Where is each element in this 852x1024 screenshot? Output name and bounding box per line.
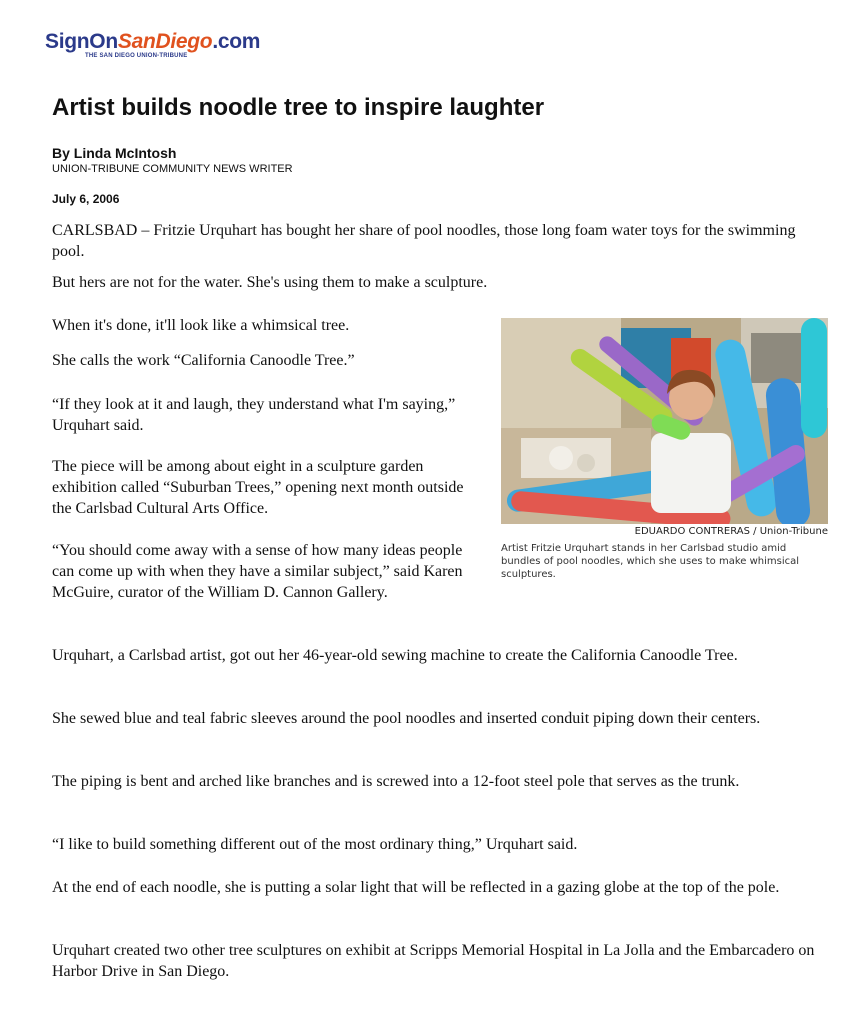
article-paragraph: She calls the work “California Canoodle Tree.” <box>52 352 355 369</box>
article-paragraph: The piping is bent and arched like branches and is screwed into a 12-foot steel pole that serves as the trunk. <box>52 773 740 790</box>
article-photo <box>501 318 828 524</box>
article-paragraph: When it's done, it'll look like a whimsical tree. <box>52 317 350 334</box>
photo-caption: Artist Fritzie Urquhart stands in her Carlsbad studio amid bundles of pool noodles, which she uses to make whimsical sculptures. <box>501 543 800 580</box>
article-paragraph: “If they look at it and laugh, they understand what I'm saying,” Urquhart said. <box>52 396 456 434</box>
article-paragraph: CARLSBAD – Fritzie Urquhart has bought her share of pool noodles, those long foam water toys for the swimming pool. <box>52 222 796 260</box>
logo-accent: SanDiego <box>117 30 213 53</box>
logo-wordmark <box>45 30 260 54</box>
site-logo[interactable] <box>45 30 295 70</box>
byline-role: UNION-TRIBUNE COMMUNITY NEWS WRITER <box>52 163 293 175</box>
logo-prefix: SignOn <box>45 30 118 53</box>
article-paragraph: At the end of each noodle, she is putting a solar light that will be reflected in a gazing globe at the top of the pole. <box>52 879 780 896</box>
article-paragraph: “I like to build something different out of the most ordinary thing,” Urquhart said. <box>52 836 578 853</box>
byline: By Linda McIntosh <box>52 145 177 161</box>
article-paragraph: The piece will be among about eight in a sculpture garden exhibition called “Suburban Trees,” opening next month outside the Carlsbad Cultural Arts Office. <box>52 458 464 517</box>
article-paragraph: “You should come away with a sense of how many ideas people can come up with when they have a similar subject,” said Karen McGuire, curator of the William D. Cannon Gallery. <box>52 542 463 601</box>
logo-suffix: .com <box>212 30 261 53</box>
studio-photo-illustration <box>501 318 828 524</box>
article-paragraph: Urquhart created two other tree sculptures on exhibit at Scripps Memorial Hospital in La Jolla and the Embarcadero on Harbor Drive in San Diego. <box>52 942 815 980</box>
article-paragraph: She sewed blue and teal fabric sleeves around the pool noodles and inserted conduit piping down their centers. <box>52 710 761 727</box>
article-paragraph: Urquhart, a Carlsbad artist, got out her 46-year-old sewing machine to create the California Canoodle Tree. <box>52 647 738 664</box>
publish-date: July 6, 2006 <box>52 192 120 206</box>
logo-tagline: THE SAN DIEGO UNION-TRIBUNE <box>85 53 188 59</box>
article-paragraph: But hers are not for the water. She's using them to make a sculpture. <box>52 274 488 291</box>
photo-credit: EDUARDO CONTRERAS / Union-Tribune <box>634 526 828 537</box>
headline: Artist builds noodle tree to inspire laughter <box>52 94 545 121</box>
